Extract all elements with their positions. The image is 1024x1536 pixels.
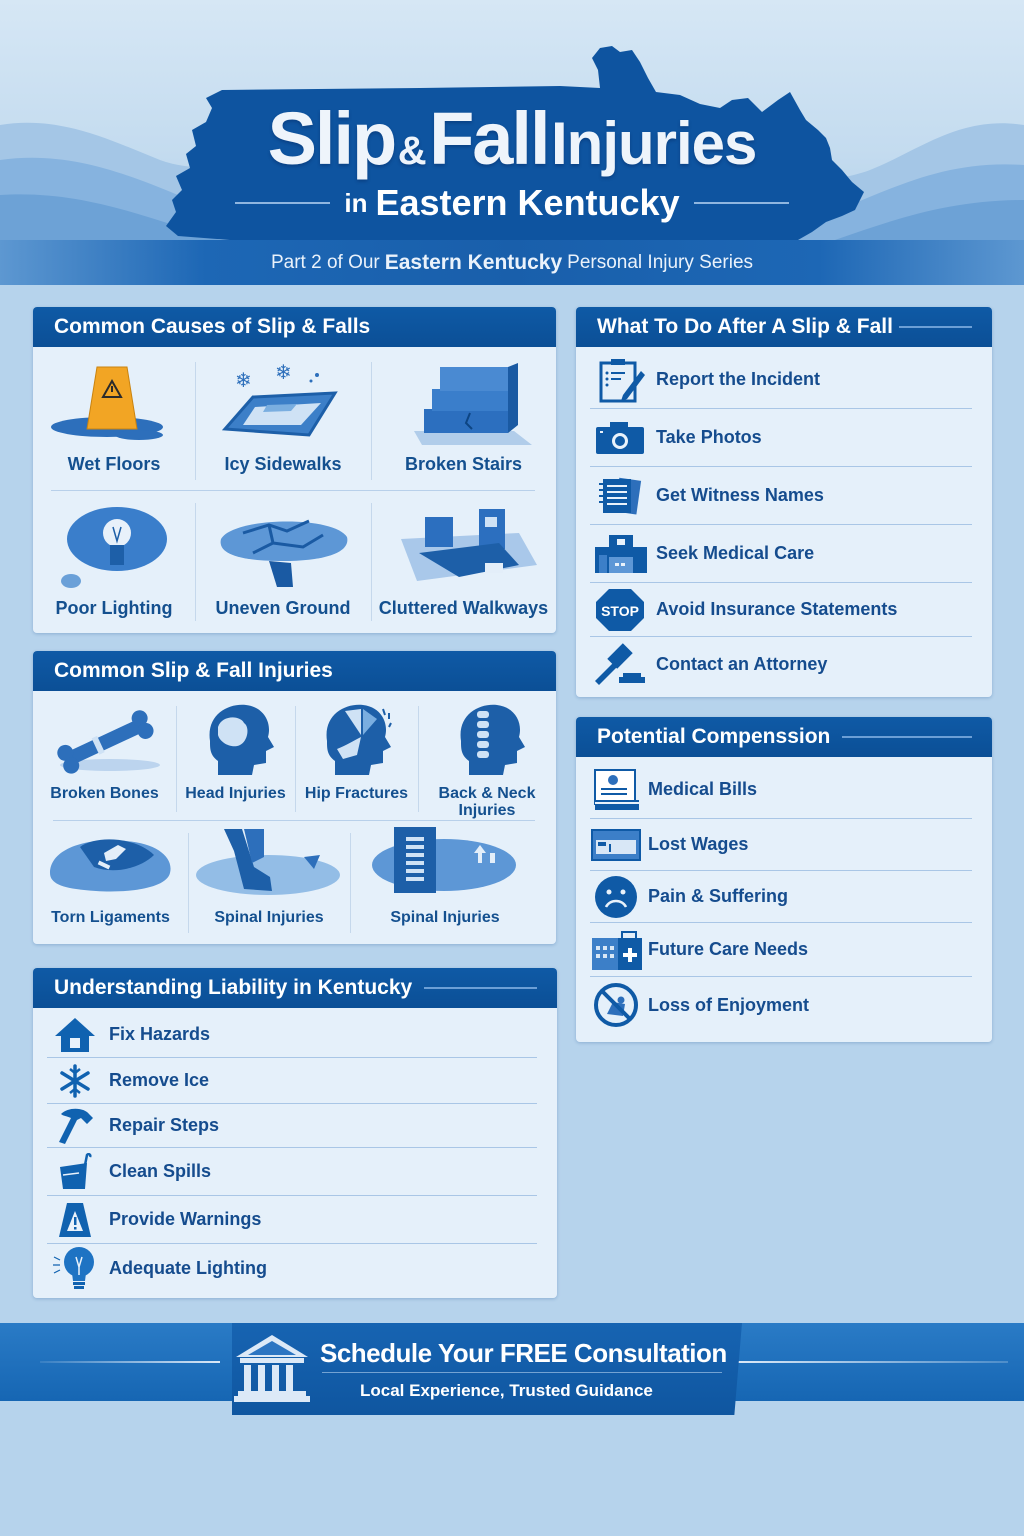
spine-column-icon xyxy=(370,827,520,899)
title-word-slip: Slip xyxy=(267,97,396,180)
hammer-icon xyxy=(47,1106,103,1146)
broken-stairs-icon xyxy=(394,359,534,449)
injury-label-line2: Injuries xyxy=(458,802,516,819)
compensation-title: Potential Compenssion xyxy=(597,725,831,748)
compensation-item-pain xyxy=(590,871,972,923)
causes-card-header xyxy=(33,307,556,347)
cause-cluttered-walkways xyxy=(371,503,556,617)
after-fall-title: What To Do After A Slip & Fall xyxy=(597,315,893,338)
spine-head-icon xyxy=(447,701,527,779)
cta-inner-rule xyxy=(322,1372,722,1373)
injury-head-injuries xyxy=(176,701,295,803)
after-fall-label: Avoid Insurance Statements xyxy=(656,599,898,619)
page-title xyxy=(0,96,1024,181)
series-highlight: Eastern Kentucky xyxy=(384,250,563,274)
after-fall-label: Report the Incident xyxy=(656,369,821,389)
injuries-card xyxy=(33,651,556,944)
cta-rule-right xyxy=(738,1361,1008,1363)
liability-item-provide-warnings xyxy=(47,1196,537,1244)
wet-floor-sign-icon xyxy=(49,359,179,449)
injury-label: Spinal Injuries xyxy=(390,909,500,926)
svg-text:❄: ❄ xyxy=(275,360,292,384)
series-banner xyxy=(0,240,1024,285)
after-fall-item-attorney xyxy=(590,637,972,691)
header-rule xyxy=(842,736,972,738)
clipboard-icon xyxy=(590,357,650,403)
gavel-icon xyxy=(590,643,650,685)
lightbulb-icon xyxy=(47,1245,103,1291)
cause-wet-floors xyxy=(33,359,195,473)
cause-label: Wet Floors xyxy=(67,454,161,474)
cause-label: Broken Stairs xyxy=(404,454,523,474)
cause-label: Cluttered Walkways xyxy=(378,598,549,618)
after-fall-item-photos xyxy=(590,409,972,467)
cause-icy-sidewalks xyxy=(195,359,371,473)
broken-bone-icon xyxy=(50,701,160,779)
compensation-card xyxy=(576,717,992,1042)
after-fall-card xyxy=(576,307,992,697)
cracked-ground-icon xyxy=(213,503,353,593)
prohibited-icon xyxy=(590,982,642,1028)
subtitle-rule-left xyxy=(235,202,330,204)
subtitle-in: in xyxy=(344,187,368,218)
cause-label: Poor Lighting xyxy=(55,598,173,618)
after-fall-label: Contact an Attorney xyxy=(656,653,828,674)
injury-spinal-injuries-leg xyxy=(188,827,350,927)
liability-label: Clean Spills xyxy=(109,1161,212,1181)
cause-label: Uneven Ground xyxy=(215,598,351,618)
after-fall-item-witness xyxy=(590,467,972,525)
series-prefix: Part 2 of Our xyxy=(270,251,380,273)
torn-ligament-icon xyxy=(46,827,176,899)
cause-broken-stairs xyxy=(371,359,556,473)
compensation-label: Pain & Suffering xyxy=(648,886,789,906)
compensation-label: Future Care Needs xyxy=(648,939,809,959)
liability-card-header xyxy=(33,968,557,1008)
icy-sidewalk-icon xyxy=(213,359,353,449)
house-icon xyxy=(47,1016,103,1054)
after-fall-item-report xyxy=(590,351,972,409)
svg-text:❄: ❄ xyxy=(235,368,252,392)
liability-label: Fix Hazards xyxy=(109,1024,211,1044)
title-word-injuries: Injuries xyxy=(551,110,757,177)
compensation-item-loss-enjoyment xyxy=(590,977,972,1033)
injury-label-line1: Back & Neck xyxy=(438,785,536,802)
snowflake-icon xyxy=(47,1063,103,1099)
compensation-item-future-care xyxy=(590,923,972,977)
sad-face-icon xyxy=(590,875,642,919)
leg-fall-icon xyxy=(194,827,344,899)
injury-hip-fractures xyxy=(295,701,418,803)
after-fall-item-insurance xyxy=(590,583,972,637)
subtitle-rule-right xyxy=(694,202,789,204)
liability-label: Adequate Lighting xyxy=(109,1257,267,1278)
after-fall-label: Seek Medical Care xyxy=(656,543,815,563)
cause-label: Icy Sidewalks xyxy=(224,454,342,474)
page-subtitle xyxy=(0,182,1024,224)
liability-label: Repair Steps xyxy=(109,1115,220,1135)
injury-label: Torn Ligaments xyxy=(51,909,170,926)
hospital-icon xyxy=(590,533,650,575)
after-fall-label: Take Photos xyxy=(656,427,762,447)
injury-label: Head Injuries xyxy=(185,785,286,802)
after-fall-card-header xyxy=(576,307,992,347)
injury-spinal-injuries-column xyxy=(350,827,540,927)
cta-subtitle: Local Experience, Trusted Guidance xyxy=(360,1381,653,1400)
liability-label: Provide Warnings xyxy=(109,1209,262,1229)
series-suffix: Personal Injury Series xyxy=(567,251,754,273)
camera-icon xyxy=(590,420,650,456)
compensation-label: Loss of Enjoyment xyxy=(648,994,810,1015)
paycheck-icon xyxy=(590,828,642,862)
liability-item-remove-ice xyxy=(47,1058,537,1104)
liability-title: Understanding Liability in Kentucky xyxy=(54,976,413,999)
head-brain-icon xyxy=(196,701,276,779)
injury-label: Spinal Injuries xyxy=(214,909,324,926)
injuries-card-header xyxy=(33,651,556,691)
warning-icon xyxy=(47,1201,103,1239)
injuries-title: Common Slip & Fall Injuries xyxy=(54,659,333,682)
liability-label: Remove Ice xyxy=(109,1070,210,1090)
compensation-item-lost-wages xyxy=(590,819,972,871)
cta-title[interactable]: Schedule Your FREE Consultation xyxy=(320,1338,727,1368)
subtitle-place: Eastern Kentucky xyxy=(375,182,680,223)
head-fracture-icon xyxy=(317,701,397,779)
cause-poor-lighting xyxy=(33,503,195,617)
bucket-icon xyxy=(47,1153,103,1191)
cause-uneven-ground xyxy=(195,503,371,617)
lightbulb-icon xyxy=(49,503,179,593)
liability-item-fix-hazards xyxy=(47,1012,537,1058)
liability-card xyxy=(33,968,557,1298)
cta-rule-left xyxy=(40,1361,220,1363)
stop-sign-icon xyxy=(590,588,650,632)
medical-building-icon xyxy=(590,928,642,972)
causes-title: Common Causes of Slip & Falls xyxy=(54,315,371,338)
after-fall-item-medical xyxy=(590,525,972,583)
injury-torn-ligaments xyxy=(33,827,188,927)
liability-item-adequate-lighting xyxy=(47,1244,537,1292)
clutter-icon xyxy=(389,503,539,593)
injury-back-neck xyxy=(418,701,556,819)
causes-card xyxy=(33,307,556,633)
injury-broken-bones xyxy=(33,701,176,803)
title-word-fall: Fall xyxy=(429,97,549,180)
after-fall-label: Get Witness Names xyxy=(656,485,824,505)
liability-item-repair-steps xyxy=(47,1104,537,1148)
svg-text:STOP: STOP xyxy=(601,602,639,619)
injury-label xyxy=(439,785,536,819)
compensation-label: Lost Wages xyxy=(648,834,749,854)
title-ampersand: & xyxy=(397,129,427,173)
notepad-icon xyxy=(590,475,650,517)
compensation-card-header xyxy=(576,717,992,757)
header-rule xyxy=(424,987,537,989)
courthouse-icon xyxy=(232,1333,312,1405)
header-rule xyxy=(899,326,972,328)
compensation-label: Medical Bills xyxy=(648,779,758,799)
liability-item-clean-spills xyxy=(47,1148,537,1196)
medical-bill-icon xyxy=(590,768,642,812)
injury-label: Hip Fractures xyxy=(304,785,409,802)
compensation-item-medical-bills xyxy=(590,761,972,819)
injury-label: Broken Bones xyxy=(50,785,159,802)
